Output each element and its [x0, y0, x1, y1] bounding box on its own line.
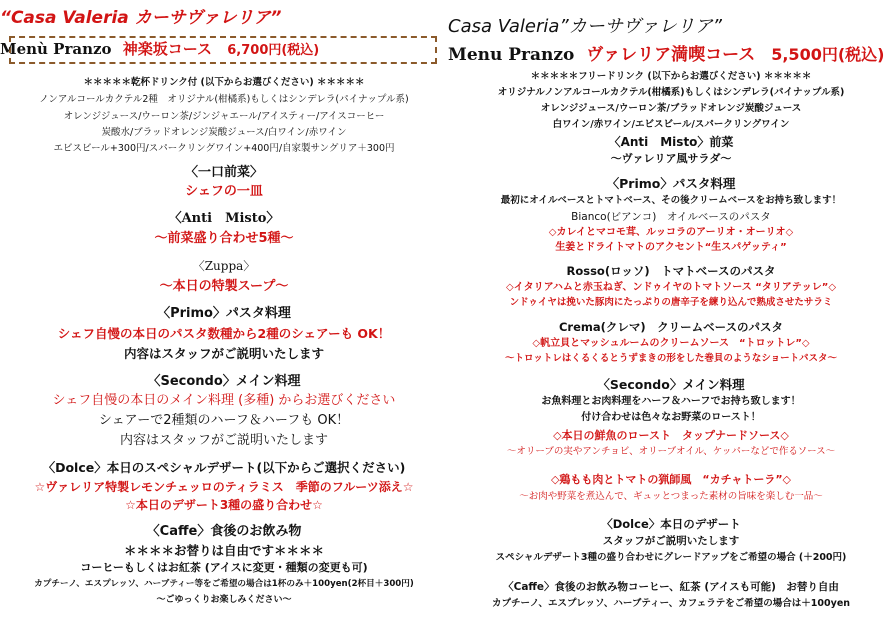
left-section-note: ～ごゆっくりお楽しみください～	[156, 595, 292, 605]
left-section-note: シェアーで2種類のハーフ＆ハーフも OK！	[98, 413, 350, 428]
right-pasta-desc: ～トロットレはくるくるとうずまきの形をした巻貝のようなショートパスタ～	[505, 353, 837, 364]
right-course-price: 5,500円(税込)	[771, 45, 885, 64]
right-course-title: ヴァレリア満喫コース	[586, 45, 756, 65]
left-section-item: ～本日の特製スープ～	[159, 279, 289, 294]
left-section-title: 〈Secondo〉メイン料理	[147, 374, 301, 389]
left-drink-line: ノンアルコールカクテル2種 オリジナル(柑橘系)もしくはシンデレラ(パイナップル系)	[39, 94, 409, 105]
left-section-item: ☆本日のデザート3種の盛り合わせ☆	[125, 498, 323, 512]
right-main-desc: ～オリーブの実やアンチョビ、オリーブオイル、ケッパーなどで作るソース～	[506, 446, 836, 457]
left-section-note: 内容はスタッフがご説明いたします	[119, 433, 328, 448]
right-pasta-item: ◇帆立貝とマッシュルームのクリームソース “トロットレ”◇	[532, 338, 810, 349]
left-drink-line: 炭酸水/ブラッドオレンジ炭酸ジュース/白ワイン/赤ワイン	[101, 127, 347, 138]
left-section-title: 〈Caffe〉食後のお飲み物	[146, 524, 302, 539]
left-drink-line: エビスビール+300円/スパークリングワイン+400円/自家製サングリア＋300円	[53, 143, 395, 154]
left-course-price: 6,700円(税込)	[227, 43, 320, 58]
right-section-item: ～ヴァレリア風サラダ～	[610, 152, 732, 165]
right-main-item: ◇鶏もも肉とトマトの猟師風 “カチャトーラ”◇	[550, 473, 792, 486]
right-section-note: 付け合わせは色々なお野菜のロースト！	[581, 412, 761, 423]
left-section-note: コーヒーもしくはお紅茶 (アイスに変更・種類の変更も可)	[80, 561, 368, 574]
left-section-note: 内容はスタッフがご説明いたします	[123, 346, 324, 361]
left-course-title: 神楽坂コース	[122, 40, 213, 58]
left-course-name: Menù Pranzo	[0, 40, 112, 58]
left-course-header	[0, 40, 448, 59]
left-section-item: シェフの一皿	[185, 184, 263, 199]
right-section-title: 〈Anti Misto〉前菜	[608, 135, 734, 149]
left-section-title: 〈Anti Misto〉	[168, 211, 280, 226]
right-title: Casa Valeria”カーサヴァレリア”	[448, 16, 722, 37]
right-main-desc: ～お肉や野菜を煮込んで、ギュッとつまった素材の旨味を楽しむ一品～	[519, 491, 823, 502]
right-pasta-title: Rosso(ロッソ) トマトベースのパスタ	[566, 264, 776, 278]
right-section-title: 〈Caffe〉食後のお飲み物コーヒー、紅茶 (アイスも可能) お替り自由	[503, 581, 839, 593]
left-section-title: 〈Zuppa〉	[192, 259, 256, 273]
right-pasta-item: ◇カレイとマコモ茸、ルッコラのアーリオ・オーリオ◇	[548, 227, 794, 238]
right-drink-header: ＊＊＊＊＊フリードリンク (以下からお選びください) ＊＊＊＊＊	[530, 71, 812, 82]
right-pasta-title: Crema(クレマ) クリームベースのパスタ	[558, 320, 784, 334]
right-pasta-title: Bianco(ビアンコ) オイルベースのパスタ	[571, 211, 771, 223]
right-section-note: スペシャルデザート3種の盛り合わせにグレードアップをご希望の場合 (＋200円)	[495, 552, 847, 563]
right-section-title: 〈Primo〉パスタ料理	[606, 176, 736, 191]
right-section-note: 最初にオイルベースとトマトベース、その後クリームベースをお持ち致します！	[500, 195, 842, 206]
right-drink-line: 白ワイン/赤ワイン/エビスビール/スパークリングワイン	[552, 119, 790, 130]
left-section-title: 〈一口前菜〉	[184, 165, 263, 180]
right-course-name: Menu Pranzo	[448, 45, 575, 65]
right-section-note: カプチーノ、エスプレッソ、ハーブティー、カフェラテをご希望の場合は＋100yen	[491, 598, 851, 609]
right-course-header	[448, 45, 894, 66]
right-drink-line: オレンジジュース/ウーロン茶/ブラッドオレンジ炭酸ジュース	[540, 103, 802, 114]
left-section-item: ☆ヴァレリア特製レモンチェッロのティラミス 季節のフルーツ添え☆	[34, 480, 414, 494]
left-section-item: シェフ自慢の本日のパスタ数種から2種のシェアーも OK！	[57, 326, 391, 341]
left-drink-line: オレンジジュース/ウーロン茶/ジンジャエール/アイスティー/アイスコーヒー	[63, 111, 385, 122]
left-title: “Casa Valeria カーサヴァレリア”	[0, 8, 282, 28]
left-section-item: シェフ自慢の本日のメイン料理 (多種) からお選びください	[52, 393, 396, 408]
left-section-note: カプチーノ、エスプレッソ、ハーブティー等をご希望の場合は1杯のみ＋100yen(2杯目＋300円)	[34, 579, 414, 589]
right-section-title: 〈Secondo〉メイン料理	[597, 377, 745, 392]
right-section-title: 〈Dolce〉本日のデザート	[601, 517, 741, 531]
left-section-item: ～前菜盛り合わせ5種～	[154, 231, 294, 246]
right-pasta-item: ◇イタリアハムと赤玉ねぎ、ンドゥイヤのトマトソース “タリアテッレ”◇	[505, 282, 837, 293]
left-section-title: 〈Dolce〉本日のスペシャルデザート(以下からご選択ください)	[42, 460, 406, 475]
right-section-note: スタッフがご説明いたします	[602, 535, 740, 547]
left-drink-header: ＊＊＊＊＊乾杯ドリンク付 (以下からお選びください) ＊＊＊＊＊	[83, 77, 365, 88]
right-pasta-desc: ンドゥイヤは挽いた豚肉にたっぷりの唐辛子を練り込んで熟成させたサラミ	[509, 297, 833, 308]
right-section-note: お魚料理とお肉料理をハーフ＆ハーフでお持ち致します！	[541, 396, 801, 407]
right-pasta-desc: 生姜とドライトマトのアクセント“生スパゲッティ”	[555, 242, 787, 253]
right-drink-line: オリジナルノンアルコールカクテル(柑橘系)もしくはシンデレラ(パイナップル系)	[497, 87, 845, 98]
left-section-note: ＊＊＊＊お替りは自由です＊＊＊＊	[123, 543, 324, 558]
right-main-item: ◇本日の鮮魚のロースト タップナードソース◇	[553, 429, 789, 442]
left-section-title: 〈Primo〉パスタ料理	[157, 306, 291, 321]
